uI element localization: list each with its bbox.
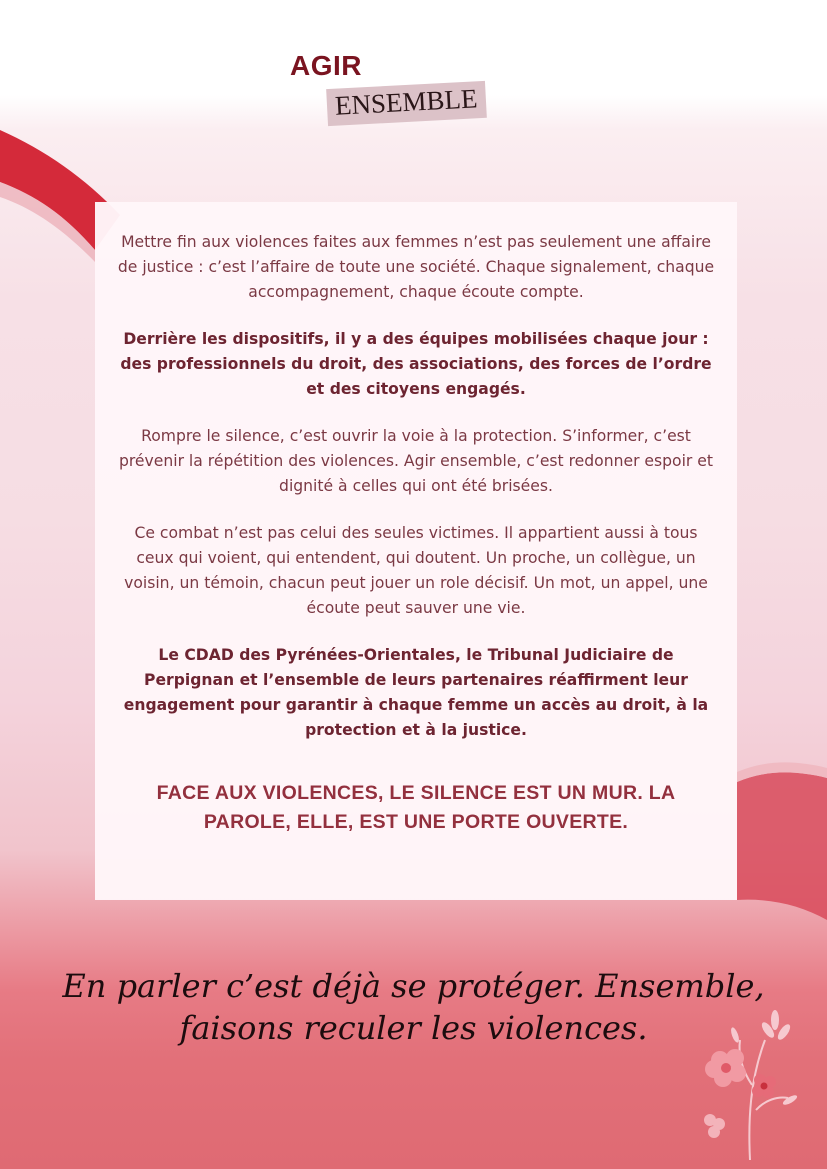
slogan-line-2: faisons reculer les violences. <box>179 1009 648 1047</box>
title-ensemble-label: ENSEMBLE <box>326 81 486 126</box>
paragraph-break-silence: Rompre le silence, c’est ouvrir la voie à la protection. S’informer, c’est prévenir la répétition des violences. Agir ensemble, c’est redonner espoir et dignité à celles qui ont été brisées. <box>118 427 714 495</box>
message-card <box>95 202 737 900</box>
paragraph-cdad-commitment: Le CDAD des Pyrénées-Orientales, le Tribunal Judiciaire de Perpignan et l’ensemble de leurs partenaires réaffirment leur engagement pour garantir à chaque femme un accès au droit, à la protection et à la justice. <box>123 646 709 739</box>
title-agir: AGIR <box>290 50 362 81</box>
flower-decoration-icon <box>690 1000 800 1160</box>
paragraph-mobilised-teams: Derrière les dispositifs, il y a des équipes mobilisées chaque jour : des professionnels du droit, des associations, des forces de l’ordre et des citoyens engagés. <box>120 330 712 398</box>
right-red-band <box>737 772 827 920</box>
paragraph-intro: Mettre fin aux violences faites aux femmes n’est pas seulement une affaire de justice : c’est l’affaire de toute une société. Chaque signalement, chaque accompagnement, chaque écoute compte. <box>117 233 715 301</box>
callout-headline: FACE AUX VIOLENCES, LE SILENCE EST UN MUR. LA PAROLE, ELLE, EST UNE PORTE OUVERTE. <box>156 782 676 833</box>
slogan-line-1: En parler c’est déjà se protéger. Ensemble, <box>62 967 765 1005</box>
paragraph-shared-fight: Ce combat n’est pas celui des seules victimes. Il appartient aussi à tous ceux qui voient, qui entendent, qui doutent. Un proche, un collègue, un voisin, un témoin, chacun peut jouer un role décisif. Un mot, un appel, une écoute peut sauver une vie. <box>124 524 708 617</box>
